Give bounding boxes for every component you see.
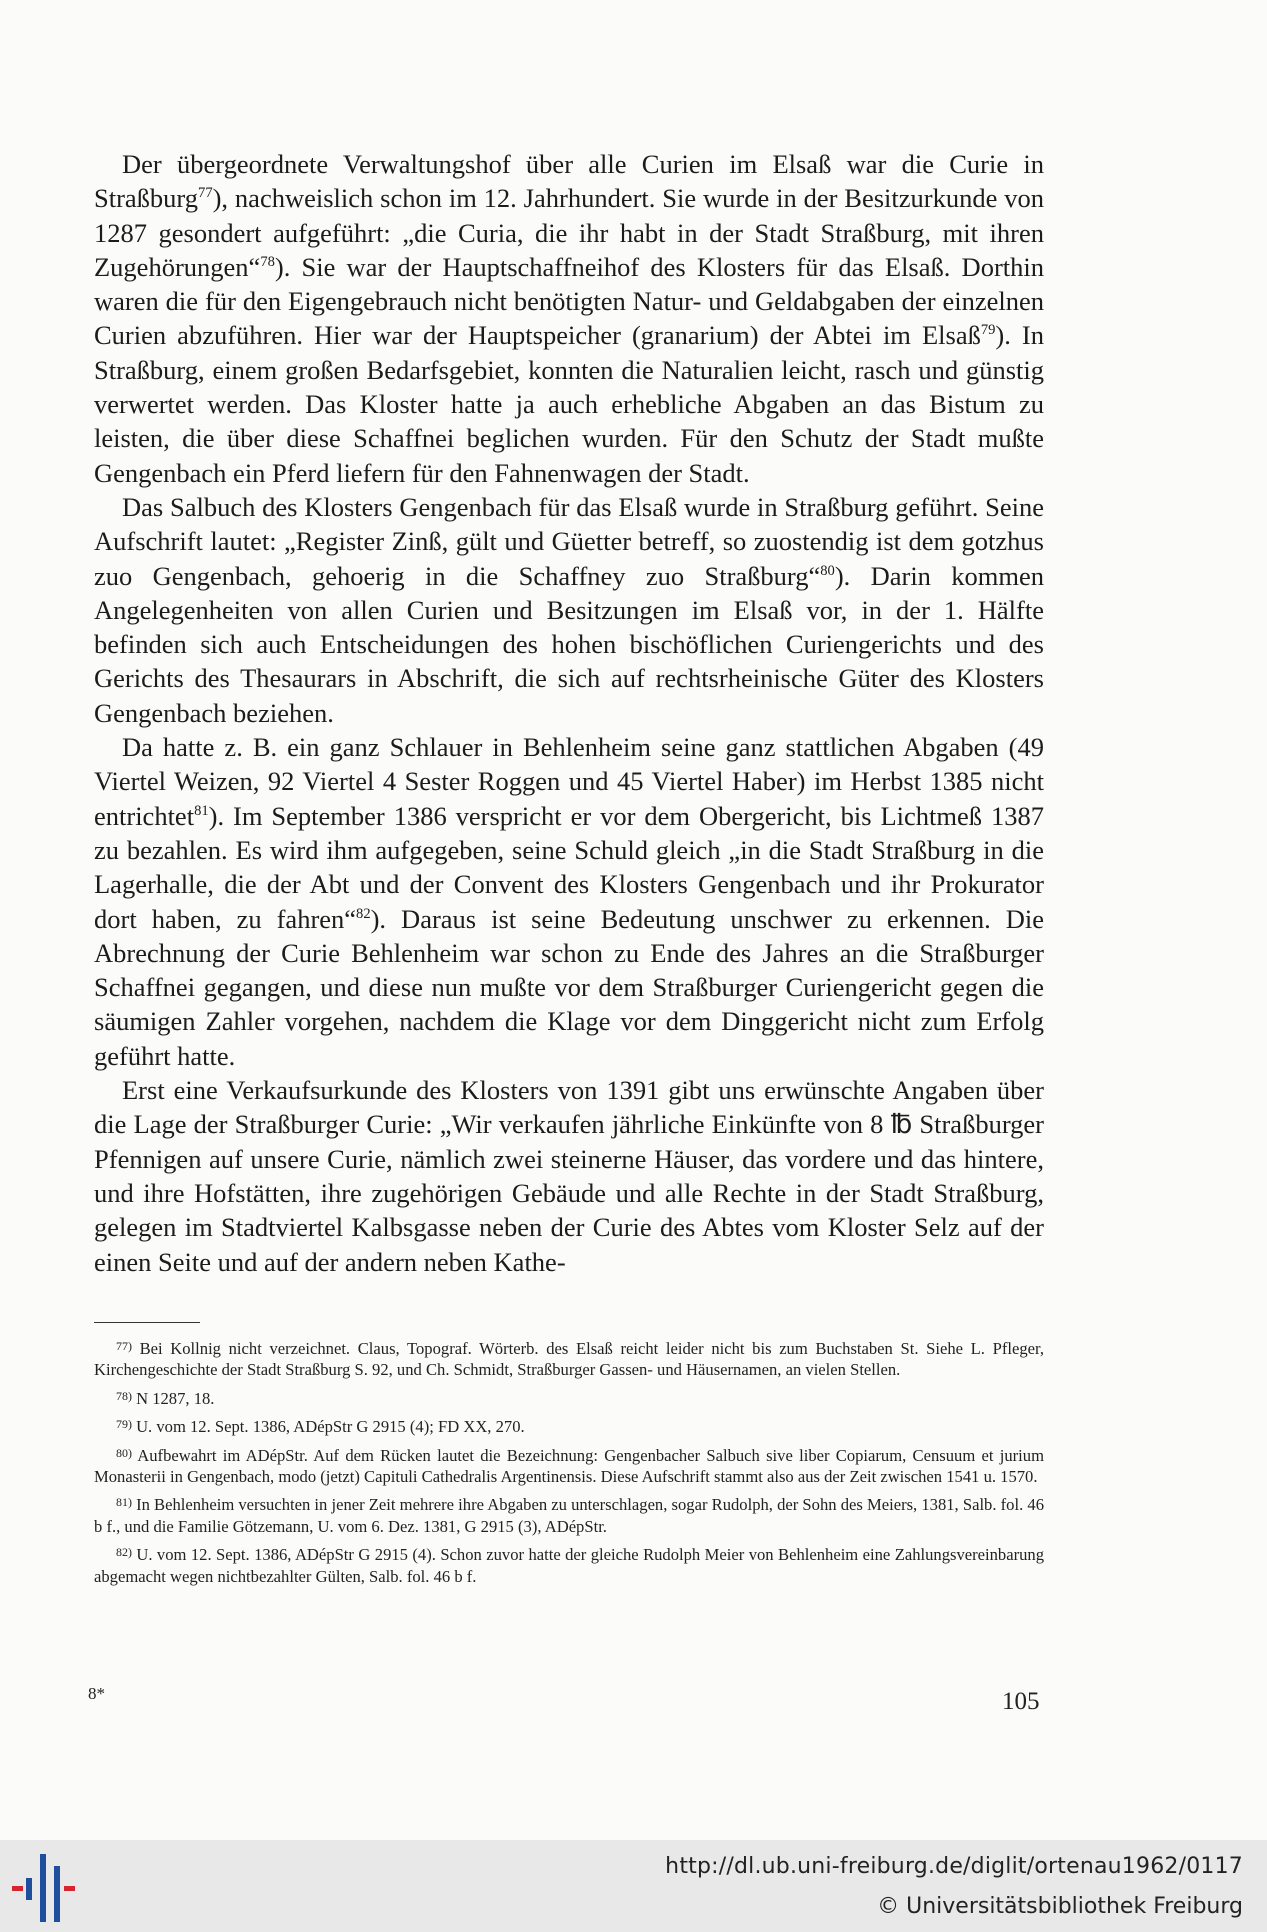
paragraph-2: Das Salbuch des Klosters Gengenbach für das Elsaß wurde in Straßburg geführt. Seine Aufschrift lautet: „Register Zinß, gült und Güetter betreff, so zuostendig ist dem gotzhus zuo Gengenbach, gehoerig in die Schaffney zuo Straßburg“$^{80}$). Darin kommen Angelegenheiten von allen Curien und Besitzungen im Elsaß vor, in der 1. Hälfte befinden sich auch Entscheidungen des hohen bischöflichen Curiengerichts und des Gerichts des Thesaurars in Abschrift, die sich auf rechtsrheinische Güter des Klosters Gengenbach beziehen. [94, 491, 1044, 728]
footnote-77: $^{77)}$ Bei Kollnig nicht verzeichnet. Claus, Topograf. Wörterb. des Elsaß reicht leider nicht bis zum Buchstaben St. Siehe L. Pfleger, Kirchengeschichte der Stadt Straßburg S. 92, und Ch. Schmidt, Straßburger Gassen- und Häusernamen, an vielen Stellen. [94, 1339, 1044, 1380]
paragraph-1: Der übergeordnete Verwaltungshof über alle Curien im Elsaß war die Curie in Straßburg$^{77}$), nachweislich schon im 12. Jahrhundert. Sie wurde in der Besitzurkunde von 1287 gesondert aufgeführt: „die Curia, die ihr habt in der Stadt Straßburg, mit ihren Zugehörungen“$^{78}$). Sie war der Hauptschaffneihof des Klosters für das Elsaß. Dorthin waren die für den Eigengebrauch nicht benötigten Natur- und Geldabgaben der einzelnen Curien abzuführen. Hier war der Hauptspeicher (granarium) der Abtei im Elsaß$^{79}$). In Straßburg, einem großen Bedarfsgebiet, konnten die Naturalien leicht, rasch und günstig verwertet werden. Das Kloster hatte ja auch erhebliche Abgaben an das Bistum zu leisten, die über diese Schaffnei beglichen wurden. Für den Schutz der Stadt mußte Gengenbach ein Pferd liefern für den Fahnenwagen der Stadt. [94, 149, 1045, 488]
footnote-ref-78[interactable]: 78 [260, 253, 275, 270]
paragraph-3: Da hatte z. B. ein ganz Schlauer in Behlenheim seine ganz stattlichen Abgaben (49 Viertel Weizen, 92 Viertel 4 Sester Roggen und 45 Viertel Haber) im Herbst 1385 nicht entrichtet$^{81}$). Im September 1386 verspricht er vor dem Obergericht, bis Lichtmeß 1387 zu bezahlen. Es wird ihm aufgegeben, seine Schuld gleich „in die Stadt Straßburg in die Lagerhalle, die der Abt und der Convent des Klosters Gengenbach und ihr Prokurator dort haben, zu fahren“$^{82}$). Daraus ist seine Bedeutung unschwer zu erkennen. Die Abrechnung der Curie Behlenheim war schon zu Ende des Jahres an die Straßburger Schaffnei gegangen, und diese nun mußte vor dem Straßburger Curiengericht gegen die säumigen Zahler vorgehen, nachdem die Klage vor dem Dinggericht nicht zum Erfolg geführt hatte. [94, 732, 1044, 1071]
footnote-79: $^{79)}$ U. vom 12. Sept. 1386, ADépStr G 2915 (4); FD XX, 270. [116, 1417, 525, 1437]
footnote-ref-79[interactable]: 79 [980, 322, 996, 339]
paragraph-4: Erst eine Verkaufsurkunde des Klosters von 1391 gibt uns erwünschte Angaben über die Lage der Straßburger Curie: „Wir verkaufen jährliche Einkünfte von 8 ℔ Straßburger Pfennigen auf unsere Curie, nämlich zwei steinerne Häuser, das vordere und das hintere, und ihre Hofstätten, ihre zugehörigen Gebäude und alle Rechte in der Stadt Straßburg, gelegen im Stadtviertel Kalbsgasse neben der Curie des Abtes vom Kloster Selz auf der einen Seite und auf der andern neben Kathe- [94, 1075, 1044, 1277]
footnote-ref-81[interactable]: 81 [194, 802, 209, 819]
footnote-ref-80[interactable]: 80 [820, 562, 835, 579]
body-text [94, 147, 1044, 1279]
footnote-81: $^{81)}$ In Behlenheim versuchten in jener Zeit mehrere ihre Abgaben zu unterschlagen, sogar Rudolph, der Sohn des Meiers, 1381, Salb. fol. 46 b f., und die Familie Götzemann, U. vom 6. Dez. 1381, G 2915 (3), ADépStr. [94, 1495, 1044, 1536]
library-logo-icon[interactable] [10, 1848, 80, 1928]
footnote-80: $^{80)}$ Aufbewahrt im ADépStr. Auf dem Rücken lautet die Bezeichnung: Gengenbacher Salbuch sive liber Copiarum, Censuum et jurium Monasterii in Gengenbach, modo (jetzt) Capituli Cathedralis Argentinensis. Diese Aufschrift stammt also aus der Zeit zwischen 1541 u. 1570. [94, 1445, 1045, 1487]
copyright-notice: © Universitätsbibliothek Freiburg [877, 1894, 1243, 1919]
footnote-divider [94, 1322, 200, 1323]
signature-mark: 8* [88, 1684, 105, 1703]
permalink-url[interactable]: http://dl.ub.uni-freiburg.de/diglit/ortenau1962/0117 [665, 1854, 1243, 1879]
footnotes [94, 1336, 1044, 1592]
page-number: 105 [1002, 1688, 1040, 1715]
footnote-ref-77[interactable]: 77 [198, 185, 213, 202]
viewer-footer-bar [0, 1840, 1267, 1932]
footnote-ref-82[interactable]: 82 [356, 905, 371, 922]
footnote-78: $^{78)}$ N 1287, 18. [116, 1388, 215, 1408]
footnote-82: $^{82)}$ U. vom 12. Sept. 1386, ADépStr G 2915 (4). Schon zuvor hatte der gleiche Rudolph Meier von Behlenheim eine Zahlungsvereinbarung abgemacht wegen nichtbezahlter Gülten, Salb. fol. 46 b f. [94, 1545, 1044, 1586]
